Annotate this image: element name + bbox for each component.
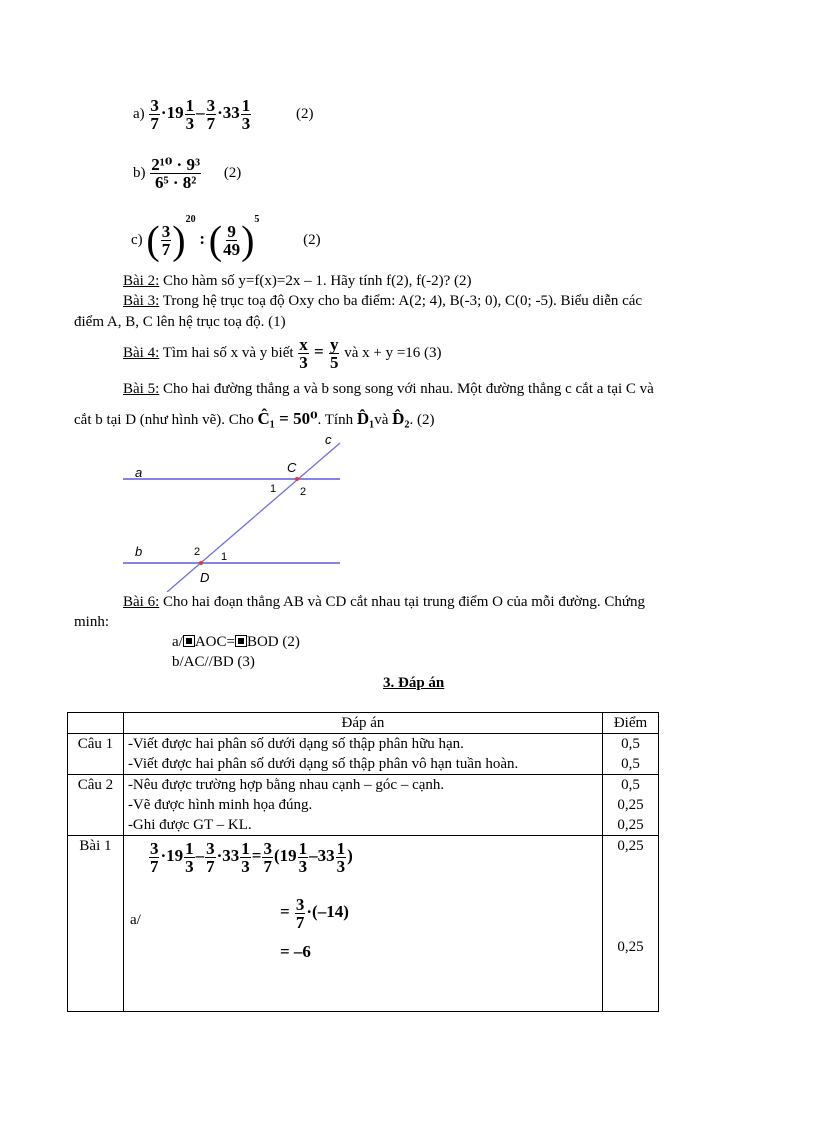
bai-6-line2: minh: [74, 614, 110, 630]
table-header-row [68, 713, 659, 734]
angle-label-d1: 1 [221, 551, 228, 563]
bai-3-line2: điểm A, B, C lên hệ trục toạ độ. (1) [74, 314, 286, 330]
bai-6-b: b/AC//BD (3) [172, 654, 255, 670]
row-answer: -Viết được hai phân số dưới dạng số thập phân hữu hạn. -Viết được hai phân số dưới dạng số thập phân vô hạn tuần hoàn. [123, 734, 602, 775]
parallel-lines-figure [115, 432, 355, 592]
points: (2) [296, 105, 314, 122]
row-answer: -Nêu được trường hợp bằng nhau cạnh – góc – cạnh. -Vẽ được hình minh họa đúng. -Ghi được GT – KL. [123, 775, 602, 836]
solution-step-1: $\frac{3}{7}$ ·19 $\frac{1}{3}$ – $\frac{3}{7}$ ·33 $\frac{1}{3}$ = $\frac{3}{7}$ (19 $\frac{1}{3}$ –33 $\frac{1}{3}$ ) [149, 839, 353, 876]
fraction: $\frac{\text{2¹⁰ · 9³}}{\text{6⁵ · 8²}}$ [151, 155, 201, 192]
item-label: a) [133, 105, 145, 122]
triangle-icon [183, 635, 195, 647]
angle-d2: D̂₂ [392, 409, 410, 428]
exercise-text: Cho hàm số y=f(x)=2x – 1. Hãy tính f(2), f(-2)? (2) [159, 273, 472, 289]
angle-label-c1: 1 [270, 483, 277, 495]
label-C: C [287, 460, 297, 475]
bai-3 [123, 293, 642, 310]
triangle-icon [235, 635, 247, 647]
exercise-text: Trong hệ trục toạ độ Oxy cho ba điểm: A(2; 4), B(-3; 0), C(0; -5). Biểu diễn các [159, 293, 643, 309]
item-label: c) [131, 232, 143, 248]
fraction: $\frac{9}{49}$ [223, 222, 241, 260]
row-score: 0,25 0,25 [603, 836, 659, 1012]
row-score: 0,5 0,5 [603, 734, 659, 775]
row-label: Câu 1 [68, 734, 124, 775]
exercise-text: và x + y =16 (3) [340, 344, 442, 361]
bai-4: Bài 4: Tìm hai số x và y biết $\frac{x}{3}$ = $\frac{y}{5}$ và x + y =16 (3) [123, 335, 442, 372]
row-label: Bài 1 [68, 836, 124, 1012]
row-score: 0,5 0,25 0,25 [603, 775, 659, 836]
angle-d1: D̂₁ [356, 409, 375, 428]
row-label: Câu 2 [68, 775, 124, 836]
fraction: $\frac{3}{7}$ [206, 96, 216, 133]
header-answer: Đáp án [123, 713, 602, 734]
exercise-label: Bài 6: [123, 594, 160, 610]
solution-step-2: = $\frac{3}{7}$ ·(–14) [279, 895, 349, 932]
line-c [167, 443, 340, 592]
label-b: b [135, 544, 143, 559]
exercise-text: Cho hai đoạn thẳng AB và CD cắt nhau tại trung điểm O của mỗi đường. Chứng [159, 594, 646, 610]
bai-6 [123, 594, 645, 611]
part-label: a/ [129, 912, 141, 928]
bai-2 [123, 273, 472, 290]
header-score: Điểm [603, 713, 659, 734]
bai-6-a: a/ AOC= BOD (2) [172, 634, 300, 650]
item-label: b) [133, 164, 146, 181]
point-C [295, 477, 299, 481]
exercise-text: Tìm hai số x và y biết [159, 344, 298, 361]
bai-5-line2: cắt b tại D (như hình vẽ). Cho Ĉ₁ = 50⁰. Tính D̂₁và D̂₂. (2) [74, 409, 435, 428]
answer-title: 3. Đáp án [383, 675, 445, 691]
label-a: a [135, 465, 143, 480]
exercise-text: Cho hai đường thẳng a và b song song với nhau. Một đường thẳng c cắt a tại C và [159, 381, 654, 397]
fraction: $\frac{3}{7}$ [150, 96, 159, 133]
exercise-1c: c) ( $\frac{3}{7}$ )$^{20}$ : ( $\frac{9}{49}$ )$^5$ (2) [131, 214, 321, 263]
answer-table [67, 712, 659, 1012]
angle-label-d2: 2 [194, 546, 201, 558]
angle-label-c2: 2 [300, 486, 307, 498]
table-cell [68, 713, 124, 734]
table-row [68, 836, 659, 1012]
fraction: $\frac{x}{3}$ [299, 335, 308, 372]
points: (2) [303, 232, 321, 248]
row-answer [123, 836, 602, 1012]
fraction: $\frac{1}{3}$ [185, 96, 195, 133]
label-c: c [325, 432, 332, 447]
exercise-label: Bài 5: [123, 381, 160, 397]
exercise-1b [133, 156, 241, 191]
label-D: D [200, 570, 210, 585]
angle-c1: Ĉ₁ = 50⁰ [257, 409, 318, 428]
solution-step-3: = –6 [279, 942, 311, 961]
table-row [68, 775, 659, 836]
exercise-1a: a) $\frac{3}{7}$ ·19 $\frac{1}{3}$ – $\frac{3}{7}$ ·33 $\frac{1}{3}$ (2) [133, 96, 314, 133]
fraction: $\frac{1}{3}$ [241, 96, 251, 133]
exercise-label: Bài 4: [123, 344, 160, 361]
point-D [199, 561, 203, 565]
points: (2) [223, 164, 242, 181]
exercise-label: Bài 3: [123, 293, 160, 309]
fraction: $\frac{3}{7}$ [161, 222, 171, 260]
exercise-label: Bài 2: [123, 273, 160, 289]
bai-5 [123, 381, 654, 398]
table-row [68, 734, 659, 775]
fraction: $\frac{y}{5}$ [329, 335, 339, 372]
